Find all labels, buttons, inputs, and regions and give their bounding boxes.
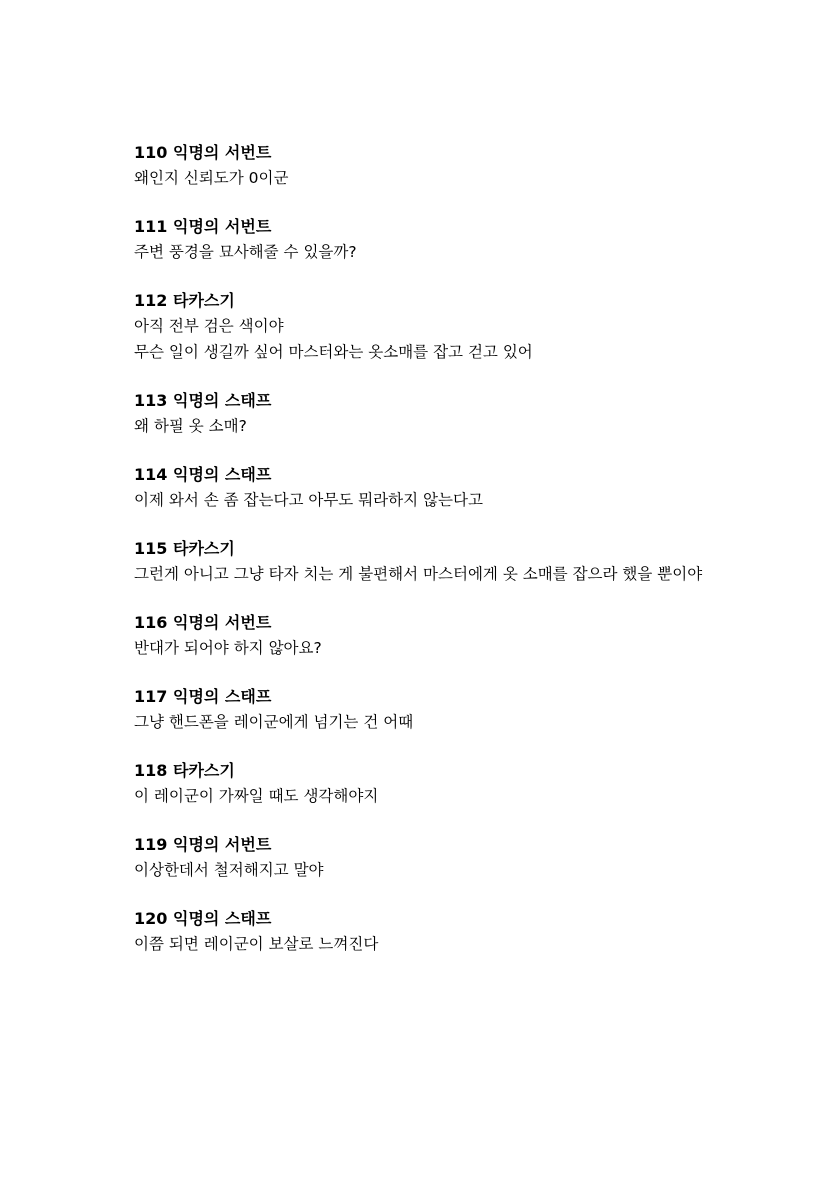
post-text-line: 무슨 일이 생길까 싶어 마스터와는 옷소매를 잡고 걷고 있어 bbox=[134, 343, 533, 361]
post-block bbox=[118, 759, 728, 809]
post-number: 118 bbox=[134, 761, 168, 780]
post-author: 익명의 스태프 bbox=[172, 391, 272, 410]
post-text-line: 그냥 핸드폰을 레이군에게 넘기는 건 어때 bbox=[134, 713, 414, 731]
post-number: 119 bbox=[134, 835, 168, 854]
post-header bbox=[134, 537, 728, 561]
post-block bbox=[118, 907, 728, 957]
post-block bbox=[118, 389, 728, 439]
post-block bbox=[118, 685, 728, 735]
post-author: 타카스기 bbox=[172, 761, 235, 780]
post-header bbox=[134, 685, 728, 709]
post-block bbox=[118, 833, 728, 883]
post-text-line: 그런게 아니고 그냥 타자 치는 게 불편해서 마스터에게 옷 소매를 잡으라 했을 뿐이야 bbox=[134, 565, 703, 583]
post-block bbox=[118, 537, 728, 587]
post-text-line: 이상한데서 철저해지고 말야 bbox=[134, 861, 324, 879]
post-author: 익명의 서번트 bbox=[172, 613, 272, 632]
post-number: 116 bbox=[134, 613, 168, 632]
post-author: 익명의 스태프 bbox=[172, 465, 272, 484]
post-header bbox=[134, 463, 728, 487]
post-author: 익명의 서번트 bbox=[172, 143, 272, 162]
post-text-line: 이 레이군이 가짜일 때도 생각해야지 bbox=[134, 787, 379, 805]
post-text-line: 왜인지 신뢰도가 0이군 bbox=[134, 169, 289, 187]
post-header bbox=[134, 611, 728, 635]
post-header bbox=[134, 141, 728, 165]
post-text-line: 왜 하필 옷 소매? bbox=[134, 417, 247, 435]
post-author: 익명의 스태프 bbox=[172, 687, 272, 706]
post-number: 120 bbox=[134, 909, 168, 928]
post-number: 114 bbox=[134, 465, 168, 484]
post-author: 익명의 서번트 bbox=[172, 835, 272, 854]
post-header bbox=[134, 215, 728, 239]
post-block bbox=[118, 141, 728, 191]
post-number: 112 bbox=[134, 291, 168, 310]
post-text-line: 주변 풍경을 묘사해줄 수 있을까? bbox=[134, 243, 357, 261]
post-number: 115 bbox=[134, 539, 168, 558]
post-number: 110 bbox=[134, 143, 168, 162]
post-header bbox=[134, 907, 728, 931]
post-author: 타카스기 bbox=[172, 291, 235, 310]
post-text-line: 이제 와서 손 좀 잡는다고 아무도 뭐라하지 않는다고 bbox=[134, 491, 483, 509]
post-header bbox=[134, 389, 728, 413]
post-number: 113 bbox=[134, 391, 168, 410]
post-author: 익명의 서번트 bbox=[172, 217, 272, 236]
thread-content bbox=[118, 141, 728, 981]
post-block bbox=[118, 289, 728, 365]
post-number: 111 bbox=[134, 217, 168, 236]
post-header bbox=[134, 289, 728, 313]
post-text-line: 반대가 되어야 하지 않아요? bbox=[134, 639, 322, 657]
post-author: 타카스기 bbox=[172, 539, 235, 558]
post-header bbox=[134, 833, 728, 857]
post-block bbox=[118, 463, 728, 513]
post-block bbox=[118, 215, 728, 265]
post-text-line: 이쯤 되면 레이군이 보살로 느껴진다 bbox=[134, 935, 379, 953]
post-block bbox=[118, 611, 728, 661]
post-number: 117 bbox=[134, 687, 168, 706]
post-header bbox=[134, 759, 728, 783]
post-text-line: 아직 전부 검은 색이야 bbox=[134, 317, 284, 335]
post-author: 익명의 스태프 bbox=[172, 909, 272, 928]
